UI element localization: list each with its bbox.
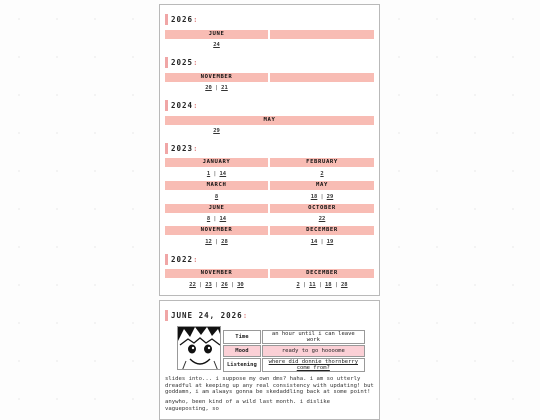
month-header-march-2023: MARCH xyxy=(165,181,268,190)
status-label: Time xyxy=(223,330,261,344)
month-header-june-2026: JUNE xyxy=(165,30,268,39)
month-header-june-2023: JUNE xyxy=(165,204,268,213)
archive-panel xyxy=(159,4,380,296)
day-link[interactable]: 26 xyxy=(221,282,228,288)
day-link[interactable]: 18 xyxy=(325,282,332,288)
day-link[interactable]: 2 xyxy=(320,171,324,177)
day-link[interactable]: 20 xyxy=(205,85,212,91)
month-header-november-2022: NOVEMBER xyxy=(165,269,268,278)
status-value: an hour until i can leave work xyxy=(262,330,365,344)
day-link[interactable]: 12 xyxy=(205,239,212,245)
month-header-december-2023: DECEMBER xyxy=(270,226,374,235)
blog-post-panel xyxy=(159,300,380,420)
day-link[interactable]: 14 xyxy=(219,171,227,177)
day-link[interactable]: 28 xyxy=(221,239,228,245)
status-row-time xyxy=(223,330,365,344)
day-link[interactable]: 1 xyxy=(206,171,211,177)
day-link[interactable]: 30 xyxy=(237,282,244,288)
day-links-december-2022: 2 | 11 | 18 | 28 xyxy=(296,282,348,288)
day-link[interactable]: 8 xyxy=(206,216,211,222)
month-header-may-2023: MAY xyxy=(270,181,374,190)
month-header-december-2022: DECEMBER xyxy=(270,269,374,278)
month-header-january-2023: JANUARY xyxy=(165,158,268,167)
year-heading-2022: 2022 : xyxy=(165,254,199,265)
year-heading-2025: 2025 : xyxy=(165,57,199,68)
day-links-february-2023 xyxy=(270,170,374,178)
status-label: Listening xyxy=(223,358,261,372)
manga-face-icon xyxy=(178,327,221,370)
day-links-december-2023: 14 | 19 xyxy=(310,239,334,245)
month-header-november-2025: NOVEMBER xyxy=(165,73,268,82)
year-heading-2026: 2026 : xyxy=(165,14,199,25)
day-link[interactable]: 29 xyxy=(326,194,334,200)
day-link[interactable]: 22 xyxy=(318,216,326,222)
post-title: JUNE 24, 2026 : xyxy=(165,310,248,321)
status-table xyxy=(222,329,366,373)
year-heading-2024: 2024 : xyxy=(165,100,199,111)
day-links-june-2023: 8 | 14 xyxy=(206,216,227,222)
status-row-listening xyxy=(223,358,365,372)
avatar xyxy=(177,326,221,370)
status-value: ready to go hoooome xyxy=(262,345,365,357)
day-link[interactable]: 14 xyxy=(219,216,227,222)
day-link[interactable]: 23 xyxy=(205,282,212,288)
day-link[interactable]: 21 xyxy=(221,85,228,91)
day-link[interactable]: 29 xyxy=(213,128,220,134)
day-link[interactable]: 14 xyxy=(310,239,318,245)
day-links-march-2023 xyxy=(165,193,268,201)
day-link[interactable]: 24 xyxy=(213,42,220,48)
day-links-january-2023: 1 | 14 xyxy=(206,171,227,177)
month-header-empty xyxy=(270,30,374,39)
day-link[interactable]: 28 xyxy=(340,282,348,288)
day-link[interactable]: 22 xyxy=(189,282,196,288)
day-links-november-2022: 22 | 23 | 26 | 30 xyxy=(189,282,244,288)
status-value-link[interactable]: where did donnie thornberry come from? xyxy=(262,358,365,372)
post-paragraph: slides into... i suppose my own dms? haha. i am so utterly dreadful at keeping up any real consistency with updating! but goddamn, i am always gonna be skedaddling back at some point! xyxy=(165,376,374,395)
month-header-empty xyxy=(270,73,374,82)
day-link[interactable]: 8 xyxy=(214,194,219,200)
day-links-november-2025: 20 | 21 xyxy=(205,85,228,91)
day-links-may-2024 xyxy=(165,127,268,135)
month-header-october-2023: OCTOBER xyxy=(270,204,374,213)
status-label: Mood xyxy=(223,345,261,357)
day-link[interactable]: 19 xyxy=(326,239,334,245)
year-heading-2023: 2023 : xyxy=(165,143,199,154)
day-links-may-2023: 18 | 29 xyxy=(310,194,334,200)
day-link[interactable]: 11 xyxy=(309,282,316,288)
day-links-june-2026 xyxy=(165,41,268,49)
month-header-november-2023: NOVEMBER xyxy=(165,226,268,235)
month-header-may-2024: MAY xyxy=(165,116,374,125)
day-links-october-2023 xyxy=(270,215,374,223)
month-header-february-2023: FEBRUARY xyxy=(270,158,374,167)
day-links-november-2023: 12 | 28 xyxy=(205,239,228,245)
day-link[interactable]: 18 xyxy=(310,194,318,200)
day-link[interactable]: 2 xyxy=(296,282,300,288)
status-row-mood xyxy=(223,345,365,357)
post-paragraph: anywho, been kind of a wild last month. i dislike vagueposting, so xyxy=(165,399,331,412)
